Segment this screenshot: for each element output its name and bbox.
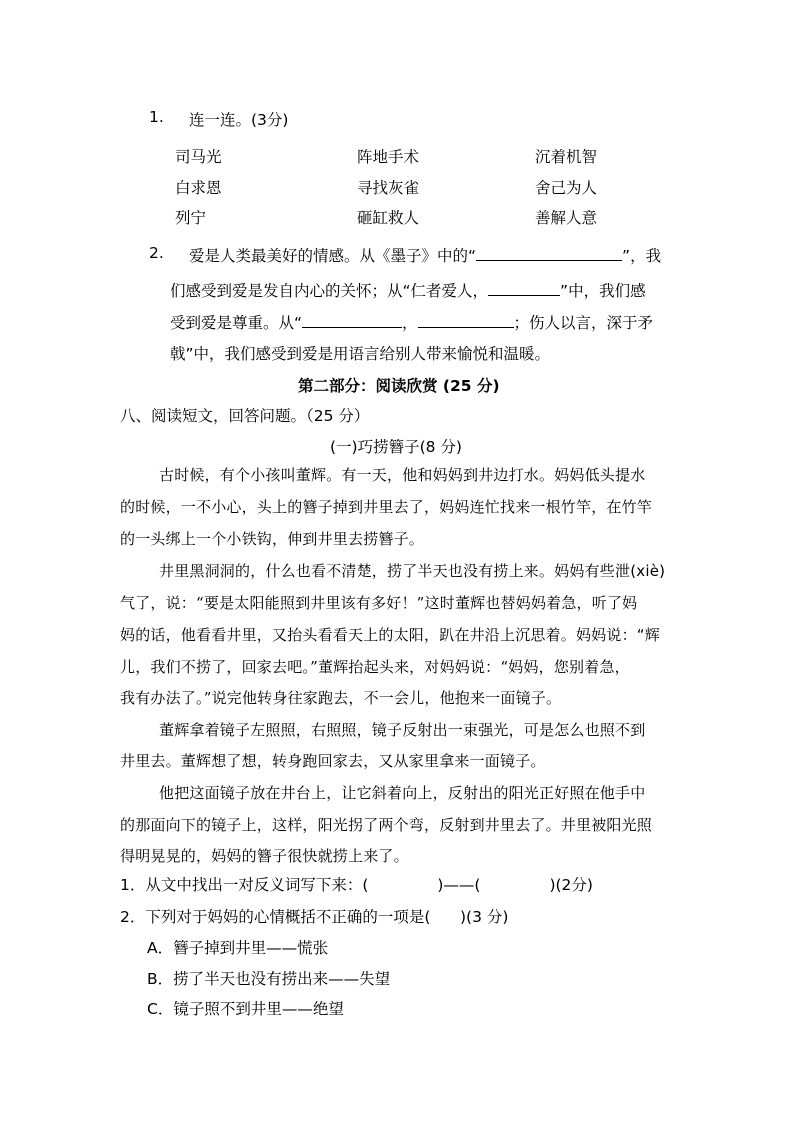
q2-number: 2. <box>149 244 164 262</box>
q2-line-1 <box>189 244 661 266</box>
q2-line-1-text: 爱是人类最美好的情感。从《墨子》中的“ <box>189 247 477 265</box>
passage-line: 井里黑洞洞的，什么也看不清楚，捞了半天也没有捞上来。妈妈有些泄(xiè) <box>159 562 666 580</box>
match-mid-3: 砸缸救人 <box>357 209 420 227</box>
passage-line: 妈的话，他看看井里，又抬头看看天上的太阳，趴在井沿上沉思着。妈妈说：“辉 <box>120 626 660 644</box>
q2-line-2 <box>170 279 646 301</box>
passage-line: 董辉拿着镜子左照照，右照照，镜子反射出一束强光，可是怎么也照不到 <box>159 721 646 739</box>
match-mid-1: 阵地手术 <box>357 148 420 166</box>
passage-title: (一)巧捞簪子(8 分) <box>330 438 462 456</box>
match-left-2: 白求恩 <box>175 179 222 197</box>
passage-question-2: 2．下列对于妈妈的心情概括不正确的一项是( )(3 分) <box>120 908 509 926</box>
passage-line: 得明晃晃的，妈妈的簪子很快就捞上来了。 <box>120 847 409 865</box>
q2-line-2-text: 们感受到爱是发自内心的关怀；从“仁者爱人， <box>170 282 489 300</box>
passage-line: 的那面向下的镜子上，这样，阳光拐了两个弯，反射到井里去了。井里被阳光照 <box>120 816 653 834</box>
passage-line: 的时候，一不小心，头上的簪子掉到井里去了，妈妈连忙找来一根竹竿，在竹竿 <box>120 498 653 516</box>
passage-line: 井里去。董辉想了想，转身跑回家去，又从家里拿来一面镜子。 <box>120 752 546 770</box>
passage-question-1: 1．从文中找出一对反义词写下来：( )——( )(2分) <box>120 876 593 894</box>
match-right-1: 沉着机智 <box>535 148 598 166</box>
option-a[interactable]: A．簪子掉到井里——慌张 <box>147 939 329 957</box>
q2-line-3-comma: ， <box>402 314 418 332</box>
part2-title: 第二部分：阅读欣赏 (25 分) <box>298 377 500 395</box>
passage-line: 气了，说：“要是太阳能照到井里该有多好！”这时董辉也替妈妈着急，听了妈 <box>120 594 638 612</box>
q2-line-3 <box>170 311 653 333</box>
answer-blank[interactable] <box>418 313 514 328</box>
q2-line-4: 戟”中，我们感受到爱是用语言给别人带来愉悦和温暖。 <box>170 345 551 363</box>
answer-blank[interactable] <box>476 246 622 261</box>
q1-number: 1. <box>149 108 164 126</box>
option-c[interactable]: C．镜子照不到井里——绝望 <box>147 1000 344 1018</box>
q2-line-2-end: ”中，我们感 <box>560 282 646 300</box>
match-right-2: 舍己为人 <box>535 179 598 197</box>
q2-line-3-text: 受到爱是尊重。从“ <box>170 314 303 332</box>
match-left-1: 司马光 <box>175 148 222 166</box>
match-right-3: 善解人意 <box>535 209 598 227</box>
q1-prompt: 连一连。(3分) <box>189 111 289 129</box>
passage-line: 古时候，有个小孩叫董辉。有一天，他和妈妈到井边打水。妈妈低头提水 <box>159 466 646 484</box>
passage-line: 我有办法了。”说完他转身往家跑去，不一会儿，他抱来一面镜子。 <box>120 689 562 707</box>
passage-line: 他把这面镜子放在井台上，让它斜着向上，反射出的阳光正好照在他手中 <box>159 784 646 802</box>
option-b[interactable]: B．捞了半天也没有捞出来——失望 <box>147 970 391 988</box>
section8-title: 八、阅读短文，回答问题。（25 分） <box>120 407 370 425</box>
answer-blank[interactable] <box>488 281 560 296</box>
passage-line: 儿，我们不捞了，回家去吧。”董辉抬起头来，对妈妈说：“妈妈，您别着急， <box>120 658 630 676</box>
answer-blank[interactable] <box>302 313 402 328</box>
match-mid-2: 寻找灰雀 <box>357 179 420 197</box>
q2-line-3-end: ；伤人以言，深于矛 <box>513 314 654 332</box>
q2-line-1-end: ”，我 <box>622 247 662 265</box>
match-left-3: 列宁 <box>175 209 207 227</box>
passage-line: 的一头绑上一个小铁钩，伸到井里去捞簪子。 <box>120 530 425 548</box>
